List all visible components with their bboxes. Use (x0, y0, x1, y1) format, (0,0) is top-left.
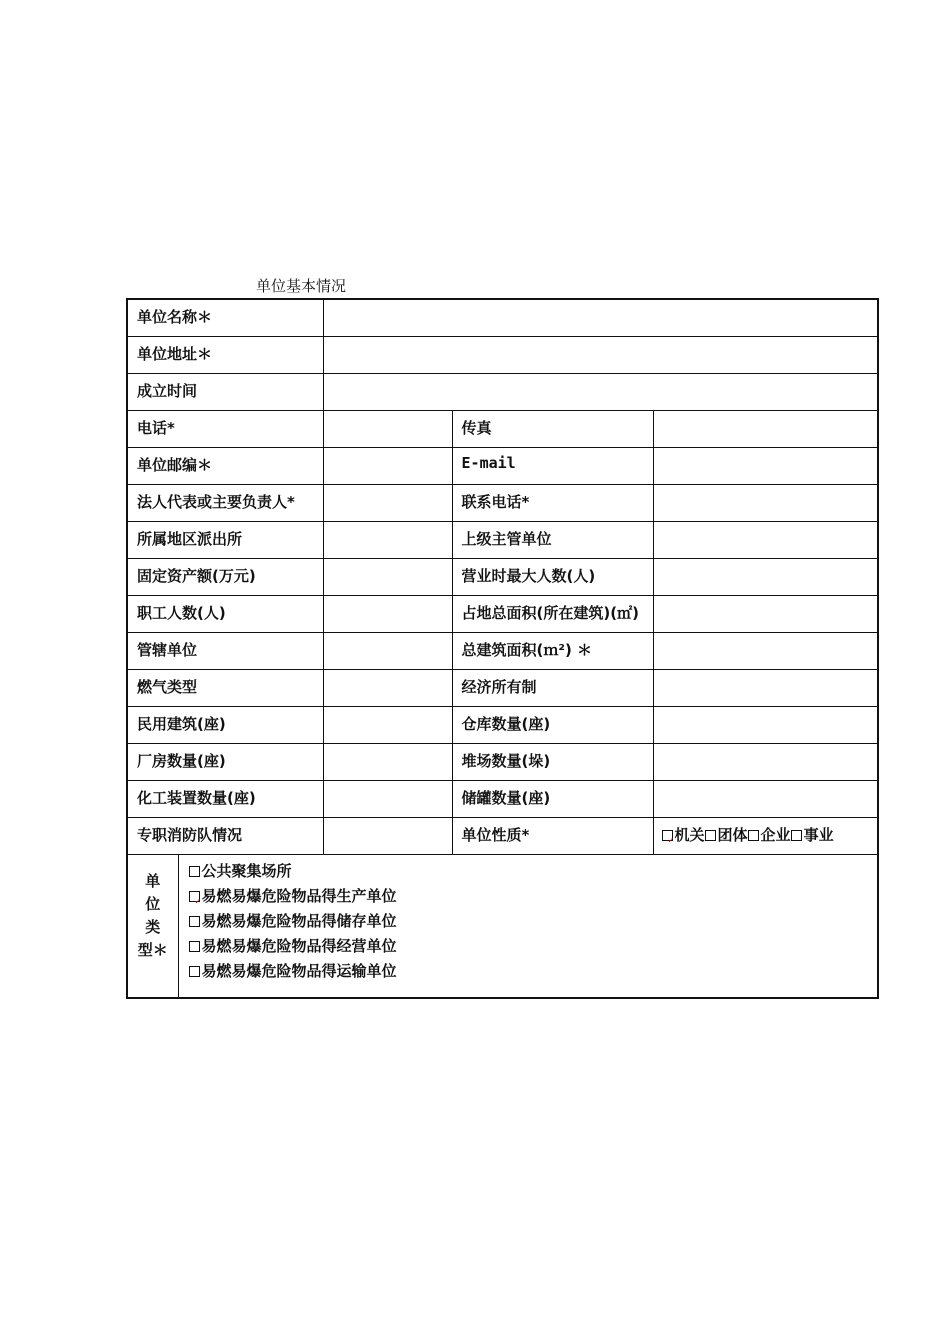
label-char: 型＊ (137, 940, 168, 959)
factories-field[interactable] (323, 743, 452, 780)
table-row (127, 447, 878, 484)
unit-info-table (126, 298, 879, 999)
label-warehouses: 仓库数量(座) (452, 706, 653, 743)
table-row (127, 854, 878, 998)
checkbox-icon (189, 866, 200, 877)
label-chemical-units: 化工装置数量(座) (127, 780, 323, 817)
nature-checkbox-group[interactable] (705, 826, 748, 844)
table-row (127, 669, 878, 706)
label-land-area: 占地总面积(所在建筑)(㎡) (452, 595, 653, 632)
label-storage-tanks: 储罐数量(座) (452, 780, 653, 817)
label-factories: 厂房数量(座) (127, 743, 323, 780)
max-occupancy-field[interactable] (653, 558, 878, 595)
unit-nature-options (653, 817, 878, 854)
label-postcode: 单位邮编＊ (127, 447, 323, 484)
form-title: 单位基本情况 (256, 277, 347, 295)
label-fax: 传真 (452, 410, 653, 447)
check-mark-icon: ✓ (667, 835, 675, 845)
label-civil-buildings: 民用建筑(座) (127, 706, 323, 743)
label-founding-date: 成立时间 (127, 373, 323, 410)
table-row (127, 521, 878, 558)
contact-phone-field[interactable] (653, 484, 878, 521)
staff-count-field[interactable] (323, 595, 452, 632)
nature-label: 机关 (674, 825, 705, 844)
type-option-storage[interactable] (189, 909, 869, 934)
stack-yards-field[interactable] (653, 743, 878, 780)
option-label: 易燃易爆危险物品得储存单位 (201, 911, 397, 930)
type-option-transport[interactable] (189, 959, 869, 984)
nature-checkbox-enterprise[interactable] (748, 826, 791, 844)
police-station-field[interactable] (323, 521, 452, 558)
table-row (127, 558, 878, 595)
label-ownership: 经济所有制 (452, 669, 653, 706)
checkbox-icon (189, 891, 202, 906)
label-unit-type (127, 854, 178, 998)
legal-rep-field[interactable] (323, 484, 452, 521)
checkbox-icon (748, 830, 759, 841)
label-unit-name: 单位名称＊ (127, 299, 323, 336)
table-row (127, 336, 878, 373)
label-email: E-mail (452, 447, 653, 484)
storage-tanks-field[interactable] (653, 780, 878, 817)
chemical-units-field[interactable] (323, 780, 452, 817)
label-contact-phone: 联系电话* (452, 484, 653, 521)
checkbox-icon (189, 916, 200, 927)
type-option-trade[interactable] (189, 934, 869, 959)
label-stack-yards: 堆场数量(垛) (452, 743, 653, 780)
label-gas-type: 燃气类型 (127, 669, 323, 706)
building-area-field[interactable] (653, 632, 878, 669)
option-label: 易燃易爆危险物品得经营单位 (201, 936, 397, 955)
label-fire-brigade: 专职消防队情况 (127, 817, 323, 854)
nature-label: 企业 (760, 825, 791, 844)
civil-buildings-field[interactable] (323, 706, 452, 743)
postcode-field[interactable] (323, 447, 452, 484)
label-police-station: 所属地区派出所 (127, 521, 323, 558)
label-legal-rep: 法人代表或主要负责人* (127, 484, 323, 521)
table-row (127, 817, 878, 854)
checkbox-icon (705, 830, 716, 841)
table-row (127, 299, 878, 336)
label-building-area: 总建筑面积(ｍ²) ＊ (452, 632, 653, 669)
checkbox-icon (189, 941, 200, 952)
label-max-occupancy: 营业时最大人数(人) (452, 558, 653, 595)
table-row (127, 484, 878, 521)
label-fixed-assets: 固定资产额(万元) (127, 558, 323, 595)
checkbox-icon (189, 966, 200, 977)
unit-type-options (178, 854, 878, 998)
type-option-public-assembly[interactable] (189, 859, 869, 884)
check-mark-icon: ✓ (194, 896, 202, 906)
ownership-field[interactable] (653, 669, 878, 706)
label-char: 单 (145, 871, 161, 890)
option-label: 易燃易爆危险物品得运输单位 (201, 961, 397, 980)
land-area-field[interactable] (653, 595, 878, 632)
superior-unit-field[interactable] (653, 521, 878, 558)
fire-brigade-field[interactable] (323, 817, 452, 854)
table-row (127, 595, 878, 632)
label-jurisdiction: 管辖单位 (127, 632, 323, 669)
label-char: 位 (145, 894, 161, 913)
nature-label: 团体 (717, 825, 748, 844)
checkbox-icon (662, 830, 675, 845)
phone-field[interactable] (323, 410, 452, 447)
gas-type-field[interactable] (323, 669, 452, 706)
nature-checkbox-institution[interactable] (791, 826, 834, 844)
jurisdiction-field[interactable] (323, 632, 452, 669)
fixed-assets-field[interactable] (323, 558, 452, 595)
checkbox-icon (791, 830, 802, 841)
table-row (127, 743, 878, 780)
table-row (127, 706, 878, 743)
table-row (127, 410, 878, 447)
table-row (127, 780, 878, 817)
table-row (127, 632, 878, 669)
label-phone: 电话* (127, 410, 323, 447)
type-option-production[interactable] (189, 884, 869, 909)
warehouses-field[interactable] (653, 706, 878, 743)
label-unit-nature: 单位性质* (452, 817, 653, 854)
label-staff-count: 职工人数(人) (127, 595, 323, 632)
label-superior-unit: 上级主管单位 (452, 521, 653, 558)
table-row (127, 373, 878, 410)
nature-label: 事业 (803, 825, 834, 844)
fax-field[interactable] (653, 410, 878, 447)
unit-name-field[interactable] (323, 299, 878, 336)
option-label: 易燃易爆危险物品得生产单位 (201, 886, 397, 905)
label-unit-address: 单位地址＊ (127, 336, 323, 373)
nature-checkbox-organ[interactable] (662, 826, 705, 844)
option-label: 公共聚集场所 (201, 861, 292, 880)
founding-date-field[interactable] (323, 373, 878, 410)
email-field[interactable] (653, 447, 878, 484)
unit-address-field[interactable] (323, 336, 878, 373)
label-char: 类 (145, 917, 161, 936)
